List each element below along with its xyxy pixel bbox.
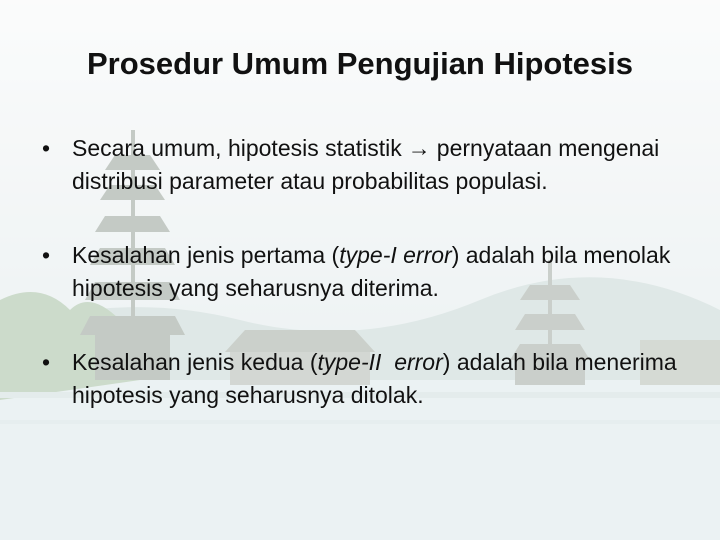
- italic-term: type-II error: [317, 349, 443, 375]
- arrow-symbol: →: [407, 135, 431, 161]
- slide-title: Prosedur Umum Pengujian Hipotesis: [86, 46, 634, 81]
- bullet-text: Kesalahan jenis pertama (: [72, 242, 340, 268]
- bullet-text: Kesalahan jenis kedua (: [72, 349, 318, 375]
- bullet-item: [38, 239, 688, 305]
- bullet-dot: •: [42, 135, 51, 161]
- bullet-text: ) adalah bila menolak hipotesis yang seharusnya diterima.: [72, 242, 671, 301]
- bullet-list: [38, 132, 688, 412]
- bullet-item: [38, 132, 688, 198]
- bullet-dot: •: [42, 349, 51, 375]
- bullet-text: ) adalah bila menerima hipotesis yang seharusnya ditolak.: [72, 349, 677, 408]
- bullet-item: [38, 346, 688, 412]
- bullet-text: pernyataan mengenai distribusi parameter atau probabilitas populasi.: [72, 135, 660, 194]
- italic-term: type-I error: [339, 242, 452, 268]
- bullet-dot: •: [42, 242, 51, 268]
- bullet-text: Secara umum, hipotesis statistik: [72, 135, 402, 161]
